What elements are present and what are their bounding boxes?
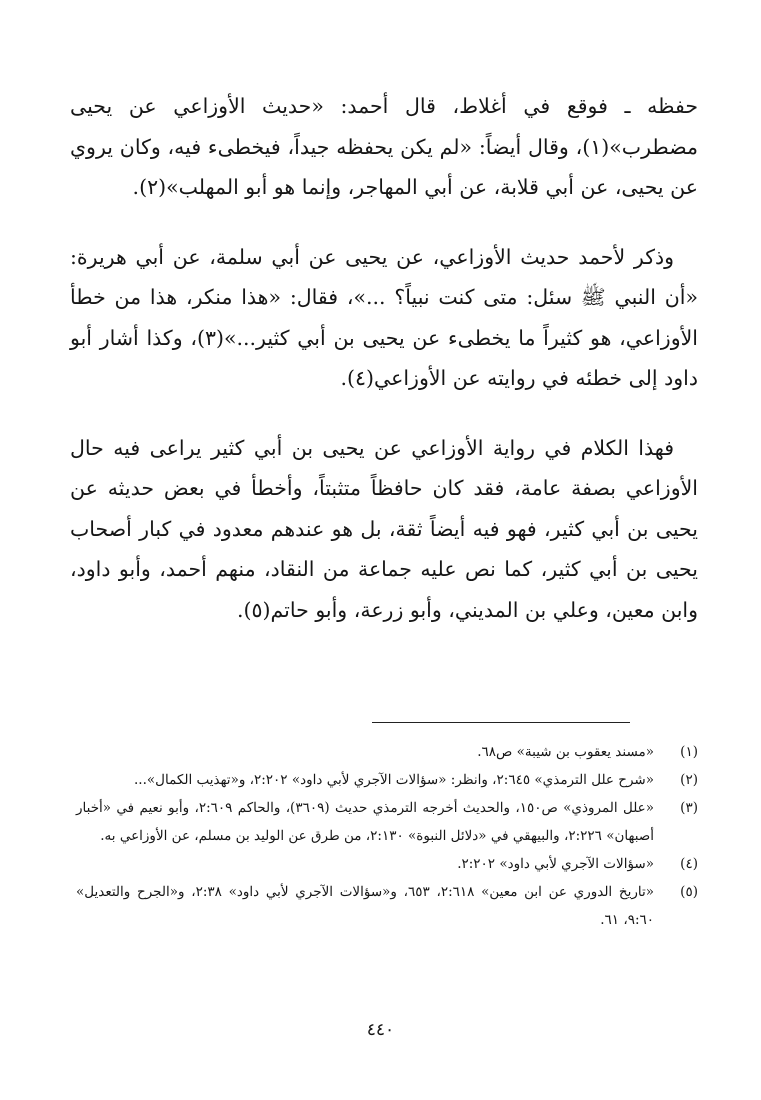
footnote-text: «علل المروذي» ص١٥٠، والحديث أخرجه الترمذي حديث (٣٦٠٩)، والحاكم ٢:٦٠٩، وأبو نعيم في «أخبار أصبهان» ٢:٢٢٦، والبيهقي في «دلائل النبوة» ٢:١٣٠، من طرق عن الوليد بن مسلم، عن الأوزاعي به. [76,800,654,844]
paragraph-3: فهذا الكلام في رواية الأوزاعي عن يحيى بن أبي كثير يراعى فيه حال الأوزاعي بصفة عامة، فقد كان حافظاً متثبتاً، وأخطأ في بعض حديثه عن يحيى بن أبي كثير، فهو فيه أيضاً ثقة، بل هو عندهم معدود في كبار أصحاب يحيى بن أبي كثير، كما نص عليه جماعة من النقاد، منهم أحمد، وأبو داود، وابن معين، وعلي بن المديني، وأبو زرعة، وأبو حاتم(٥). [70,435,698,622]
page-number: ٤٤٠ [366,1020,395,1040]
footnote [76,878,698,934]
main-text [70,86,698,630]
footnote-number: (٥) [680,884,698,900]
footnote-text: «سؤالات الآجري لأبي داود» ٢:٢٠٢. [457,856,654,872]
paragraph-1: حفظه ـ فوقع في أغلاط، قال أحمد: «حديث الأوزاعي عن يحيى مضطرب»(١)، وقال أيضاً: «لم يكن يحفظه جيداً، فيخطىء فيه، وكان يروي عن يحيى، عن أبي قلابة، عن أبي المهاجر، وإنما هو أبو المهلب»(٢). [70,94,698,199]
footnote-text: «مسند يعقوب بن شيبة» ص٦٨. [477,744,654,760]
footnote [76,794,698,850]
footnote-number: (٣) [680,800,698,816]
footnotes [76,738,698,934]
footnote-number: (٢) [680,772,698,788]
footnote-number: (٤) [680,856,698,872]
footnote [76,766,698,794]
footnote-number: (١) [680,744,698,760]
footnote-text: «شرح علل الترمذي» ٢:٦٤٥، وانظر: «سؤالات الآجري لأبي داود» ٢:٢٠٢، و«تهذيب الكمال»... [134,772,654,788]
footnote [76,850,698,878]
footnote-text: «تاريخ الدوري عن ابن معين» ٢:٦١٨، ٦٥٣، و«سؤالات الآجري لأبي داود» ٢:٣٨، و«الجرح والتعديل» ٩:٦٠، ٦١. [76,884,655,928]
footnote [76,738,698,766]
footnote-separator [372,722,630,723]
paragraph-2: وذكر لأحمد حديث الأوزاعي، عن يحيى عن أبي سلمة، عن أبي هريرة: «أن النبي ﷺ سئل: متى كنت نبياً؟ ...»، فقال: «هذا منكر، هذا من خطأ الأوزاعي، هو كثيراً ما يخطىء عن يحيى بن أبي كثير...»(٣)، وكذا أشار أبو داود إلى خطئه في روايته عن الأوزاعي(٤). [70,244,698,390]
